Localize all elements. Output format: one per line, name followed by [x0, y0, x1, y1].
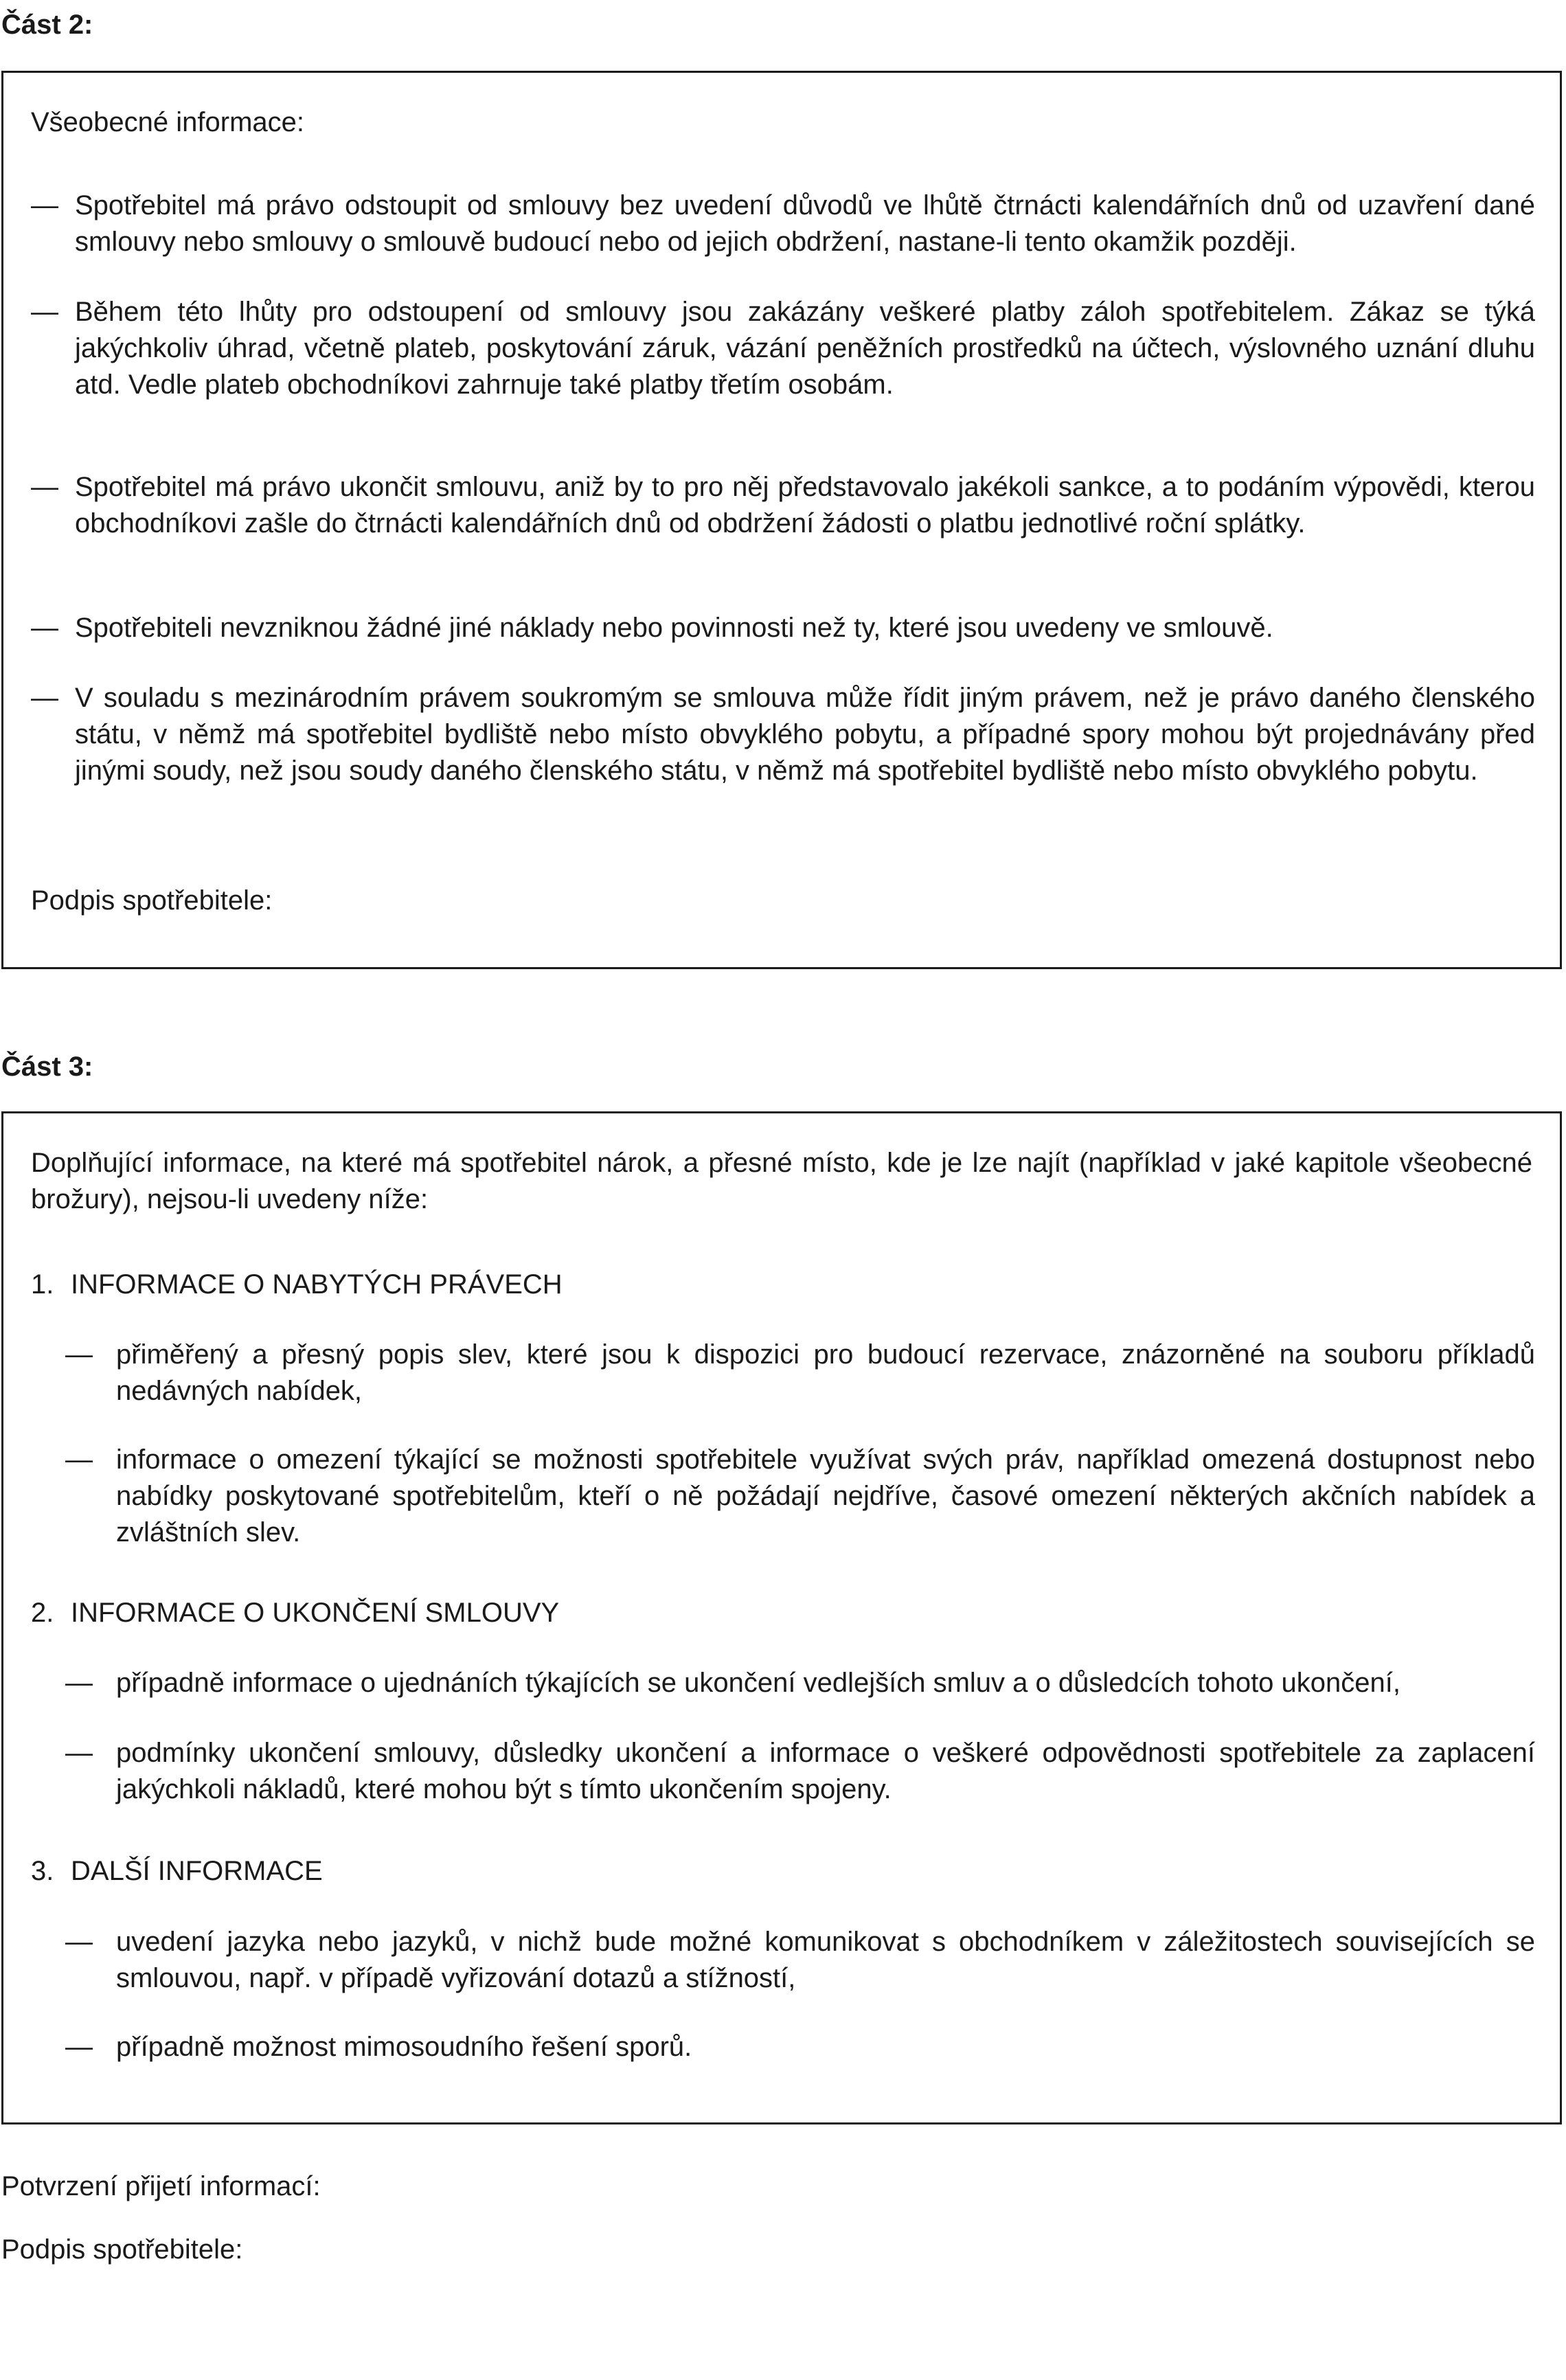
- bullet-text: případně možnost mimosoudního řešení sporů.: [116, 2032, 692, 2062]
- part-2-bullet-3: [31, 469, 1535, 542]
- part-2-box: [1, 71, 1562, 969]
- part-2-bullet-5: [31, 680, 1535, 789]
- dash-marker: —: [65, 1738, 93, 1768]
- section-3-bullet-2: [65, 2029, 1535, 2065]
- part-2-bullet-2: [31, 294, 1535, 403]
- dash-marker: —: [31, 190, 58, 220]
- section-1-heading: [31, 1267, 1532, 1303]
- bullet-text: V souladu s mezinárodním právem soukromým se smlouva může řídit jiným právem, než je právo daného členského státu, v němž má spotřebitel bydliště nebo místo obvyklého pobytu, a případné spory mohou být projednávány před jinými soudy, než jsou soudy daného členského státu, v němž má spotřebitel bydliště nebo místo obvyklého pobytu.: [75, 683, 1535, 786]
- section-3-bullet-1: [65, 1924, 1535, 1997]
- section-1-bullet-2: [65, 1442, 1535, 1551]
- part-3-box: [1, 1111, 1562, 2124]
- bullet-text: podmínky ukončení smlouvy, důsledky ukončení a informace o veškeré odpovědnosti spotřebitele za zaplacení jakýchkoli nákladů, které mohou být s tímto ukončením spojeny.: [116, 1738, 1535, 1804]
- dash-marker: —: [65, 1444, 93, 1475]
- dash-marker: —: [31, 613, 58, 643]
- bullet-text: Spotřebitel má právo odstoupit od smlouvy bez uvedení důvodů ve lhůtě čtrnácti kalendářních dnů od uzavření dané smlouvy nebo smlouvy o smlouvě budoucí nebo od jejich obdržení, nastane-li tento okamžik později.: [75, 190, 1535, 257]
- section-number: 3.: [31, 1856, 54, 1886]
- bullet-text: Spotřebitel má právo ukončit smlouvu, aniž by to pro něj představovalo jakékoli sankce, a to podáním výpovědi, kterou obchodníkovi zašle do čtrnácti kalendářních dnů od obdržení žádosti o platbu jednotlivé roční splátky.: [75, 472, 1535, 539]
- part-2-heading: Část 2:: [1, 10, 93, 40]
- bullet-text: uvedení jazyka nebo jazyků, v nichž bude možné komunikovat s obchodníkem v záležitostech souvisejících se smlouvou, např. v případě vyřizování dotazů a stížností,: [116, 1927, 1535, 1993]
- bullet-text: případně informace o ujednáních týkajících se ukončení vedlejších smluv a o důsledcích tohoto ukončení,: [116, 1668, 1400, 1698]
- section-2-heading: [31, 1595, 1532, 1631]
- section-title: INFORMACE O UKONČENÍ SMLOUVY: [71, 1598, 560, 1628]
- dash-marker: —: [31, 297, 58, 327]
- section-title: DALŠÍ INFORMACE: [71, 1856, 323, 1886]
- dash-marker: —: [31, 472, 58, 502]
- dash-marker: —: [65, 2032, 93, 2062]
- section-number: 1.: [31, 1269, 54, 1300]
- part-2-intro: Všeobecné informace:: [31, 107, 305, 137]
- section-3-heading: [31, 1853, 1532, 1890]
- dash-marker: —: [65, 1927, 93, 1957]
- section-number: 2.: [31, 1598, 54, 1628]
- bullet-text: Během této lhůty pro odstoupení od smlouvy jsou zakázány veškeré platby záloh spotřebitelem. Zákaz se týká jakýchkoliv úhrad, včetně plateb, poskytování záruk, vázání peněžních prostředků na účtech, výslovného uznání dluhu atd. Vedle plateb obchodníkovi zahrnuje také platby třetím osobám.: [75, 297, 1535, 400]
- section-title: INFORMACE O NABYTÝCH PRÁVECH: [71, 1269, 563, 1300]
- part-2-signature-label: Podpis spotřebitele:: [31, 885, 273, 916]
- part-3-intro: Doplňující informace, na které má spotřebitel nárok, a přesné místo, kde je lze najít (například v jaké kapitole všeobecné brožury), nejsou-li uvedeny níže:: [31, 1148, 1532, 1214]
- dash-marker: —: [31, 683, 58, 713]
- dash-marker: —: [65, 1339, 93, 1370]
- part-2-bullet-1: [31, 188, 1535, 260]
- final-signature-label: Podpis spotřebitele:: [1, 2234, 243, 2265]
- section-2-bullet-2: [65, 1735, 1535, 1808]
- dash-marker: —: [65, 1668, 93, 1698]
- section-2-bullet-1: [65, 1665, 1535, 1701]
- part-2-bullet-4: [31, 610, 1535, 646]
- part-3-heading: Část 3:: [1, 1052, 93, 1082]
- bullet-text: přiměřený a přesný popis slev, které jsou k dispozici pro budoucí rezervace, znázorněné na souboru příkladů nedávných nabídek,: [116, 1339, 1535, 1406]
- bullet-text: informace o omezení týkající se možnosti spotřebitele využívat svých práv, například omezená dostupnost nebo nabídky poskytované spotřebitelům, kteří o ně požádají nejdříve, časové omezení některých akčních nabídek a zvláštních slev.: [116, 1444, 1535, 1548]
- section-1-bullet-1: [65, 1337, 1535, 1409]
- bullet-text: Spotřebiteli nevzniknou žádné jiné náklady nebo povinnosti než ty, které jsou uvedeny ve smlouvě.: [75, 613, 1273, 643]
- confirmation-label: Potvrzení přijetí informací:: [1, 2171, 321, 2201]
